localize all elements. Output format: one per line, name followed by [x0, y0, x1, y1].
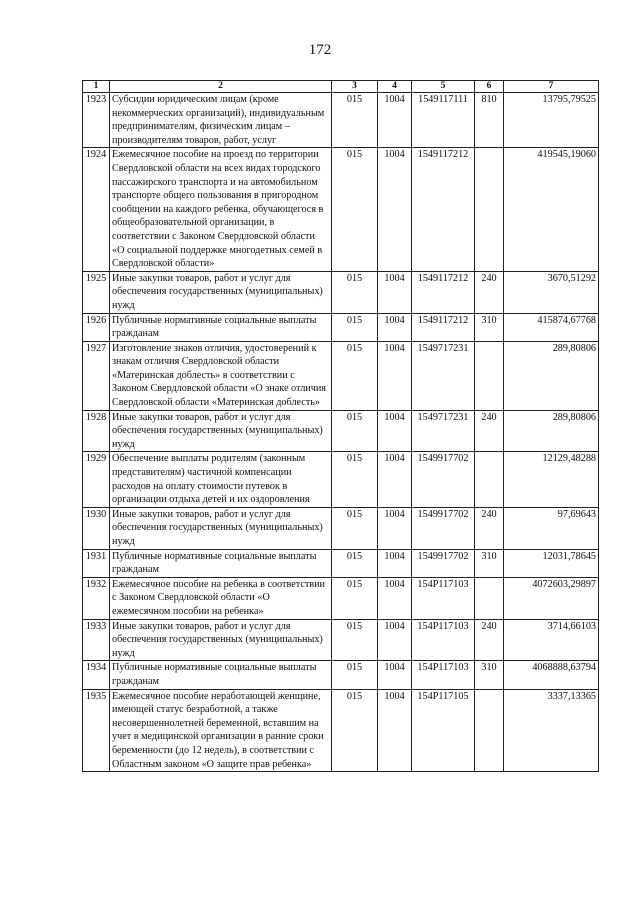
row-col6 [475, 341, 504, 410]
row-col5: 154P117103 [412, 577, 475, 619]
row-name: Иные закупки товаров, работ и услуг для обеспечения государственных (муниципальных) нужд [110, 507, 332, 549]
table-row [83, 507, 599, 549]
row-col3: 015 [332, 93, 378, 148]
row-col4: 1004 [378, 689, 412, 772]
row-number: 1928 [83, 410, 110, 452]
row-col5: 1549917702 [412, 549, 475, 577]
page-number: 172 [308, 42, 332, 58]
row-number: 1927 [83, 341, 110, 410]
row-col5: 154P117103 [412, 619, 475, 661]
row-col5: 1549117212 [412, 271, 475, 313]
row-name: Иные закупки товаров, работ и услуг для обеспечения государственных (муниципальных) нужд [110, 619, 332, 661]
row-col3: 015 [332, 410, 378, 452]
row-name: Иные закупки товаров, работ и услуг для обеспечения государственных (муниципальных) нужд [110, 271, 332, 313]
row-amount: 289,80806 [504, 341, 599, 410]
column-header: 2 [110, 81, 332, 93]
row-name: Ежемесячное пособие на проезд по территории Свердловской области на всех видах городского пассажирского транспорта и на автомобильном транспорте общего пользования в пригородном сообщении на каждого ребенка, обучающегося в общеобразовательной организации, в соответствии с Законом Свердловской области «О социальной поддержке многодетных семей в Свердловской области» [110, 148, 332, 271]
row-col5: 1549717231 [412, 341, 475, 410]
row-name: Изготовление знаков отличия, удостоверений к знакам отличия Свердловской области «Материнская доблесть» в соответствии с Законом Свердловской области «О знаке отличия Свердловской области «Материнская доблесть» [110, 341, 332, 410]
row-amount: 13795,79525 [504, 93, 599, 148]
table-row [83, 410, 599, 452]
row-col5: 1549117111 [412, 93, 475, 148]
table-row [83, 452, 599, 507]
row-col3: 015 [332, 549, 378, 577]
row-col4: 1004 [378, 549, 412, 577]
row-number: 1926 [83, 313, 110, 341]
row-amount: 12129,48288 [504, 452, 599, 507]
row-col5: 1549917702 [412, 507, 475, 549]
row-amount: 289,80806 [504, 410, 599, 452]
row-name: Субсидии юридическим лицам (кроме некоммерческих организаций), индивидуальным предпринимателям, физическим лицам – производителям товаров, работ, услуг [110, 93, 332, 148]
row-name: Обеспечение выплаты родителям (законным представителям) частичной компенсации расходов на оплату стоимости путевок в организации отдыха детей и их оздоровления [110, 452, 332, 507]
row-col3: 015 [332, 452, 378, 507]
row-col3: 015 [332, 271, 378, 313]
row-col6: 240 [475, 271, 504, 313]
table-row [83, 148, 599, 271]
row-amount: 3714,66103 [504, 619, 599, 661]
budget-table [82, 80, 599, 772]
row-amount: 415874,67768 [504, 313, 599, 341]
row-col5: 1549917702 [412, 452, 475, 507]
row-col5: 1549117212 [412, 148, 475, 271]
row-name: Публичные нормативные социальные выплаты гражданам [110, 661, 332, 689]
row-col4: 1004 [378, 271, 412, 313]
row-col5: 154P117105 [412, 689, 475, 772]
row-col4: 1004 [378, 661, 412, 689]
row-col5: 154P117103 [412, 661, 475, 689]
row-amount: 12031,78645 [504, 549, 599, 577]
table-row [83, 661, 599, 689]
row-number: 1924 [83, 148, 110, 271]
row-amount: 3337,13365 [504, 689, 599, 772]
row-number: 1923 [83, 93, 110, 148]
table-row [83, 341, 599, 410]
row-amount: 4068888,63794 [504, 661, 599, 689]
row-col6: 310 [475, 549, 504, 577]
row-number: 1930 [83, 507, 110, 549]
row-col3: 015 [332, 313, 378, 341]
row-amount: 3670,51292 [504, 271, 599, 313]
row-col4: 1004 [378, 313, 412, 341]
table-row [83, 689, 599, 772]
row-col3: 015 [332, 507, 378, 549]
table-row [83, 577, 599, 619]
row-col4: 1004 [378, 507, 412, 549]
table-row [83, 271, 599, 313]
row-number: 1932 [83, 577, 110, 619]
column-header: 1 [83, 81, 110, 93]
row-name: Иные закупки товаров, работ и услуг для обеспечения государственных (муниципальных) нужд [110, 410, 332, 452]
row-col6 [475, 148, 504, 271]
row-col3: 015 [332, 619, 378, 661]
row-col6: 810 [475, 93, 504, 148]
row-col6: 240 [475, 619, 504, 661]
table-row [83, 93, 599, 148]
row-name: Публичные нормативные социальные выплаты гражданам [110, 313, 332, 341]
row-number: 1925 [83, 271, 110, 313]
row-amount: 419545,19060 [504, 148, 599, 271]
row-col6 [475, 452, 504, 507]
row-col6: 240 [475, 410, 504, 452]
row-col3: 015 [332, 689, 378, 772]
row-number: 1931 [83, 549, 110, 577]
row-number: 1933 [83, 619, 110, 661]
row-name: Ежемесячное пособие неработающей женщине, имеющей статус безработной, а также несовершеннолетней беременной, вставшим на учет в медицинской организации в ранние сроки беременности (до 12 недель), в соответствии с Областным законом «О защите прав ребенка» [110, 689, 332, 772]
row-number: 1935 [83, 689, 110, 772]
row-col4: 1004 [378, 619, 412, 661]
column-header: 3 [332, 81, 378, 93]
row-col6 [475, 577, 504, 619]
table-row [83, 313, 599, 341]
row-name: Ежемесячное пособие на ребенка в соответствии с Законом Свердловской области «О ежемесячном пособии на ребенка» [110, 577, 332, 619]
row-col4: 1004 [378, 341, 412, 410]
column-header: 4 [378, 81, 412, 93]
row-col3: 015 [332, 661, 378, 689]
row-col5: 1549117212 [412, 313, 475, 341]
row-number: 1934 [83, 661, 110, 689]
column-header: 5 [412, 81, 475, 93]
row-col4: 1004 [378, 93, 412, 148]
row-name: Публичные нормативные социальные выплаты гражданам [110, 549, 332, 577]
column-header: 6 [475, 81, 504, 93]
table-row [83, 619, 599, 661]
header-row [83, 81, 599, 93]
row-col6: 310 [475, 661, 504, 689]
row-col5: 1549717231 [412, 410, 475, 452]
row-col4: 1004 [378, 148, 412, 271]
row-col3: 015 [332, 577, 378, 619]
row-col6: 310 [475, 313, 504, 341]
row-col6 [475, 689, 504, 772]
row-col4: 1004 [378, 577, 412, 619]
column-header: 7 [504, 81, 599, 93]
row-col3: 015 [332, 148, 378, 271]
row-col4: 1004 [378, 452, 412, 507]
row-col6: 240 [475, 507, 504, 549]
row-amount: 4072603,29897 [504, 577, 599, 619]
table-row [83, 549, 599, 577]
row-col3: 015 [332, 341, 378, 410]
row-amount: 97,69643 [504, 507, 599, 549]
row-number: 1929 [83, 452, 110, 507]
row-col4: 1004 [378, 410, 412, 452]
